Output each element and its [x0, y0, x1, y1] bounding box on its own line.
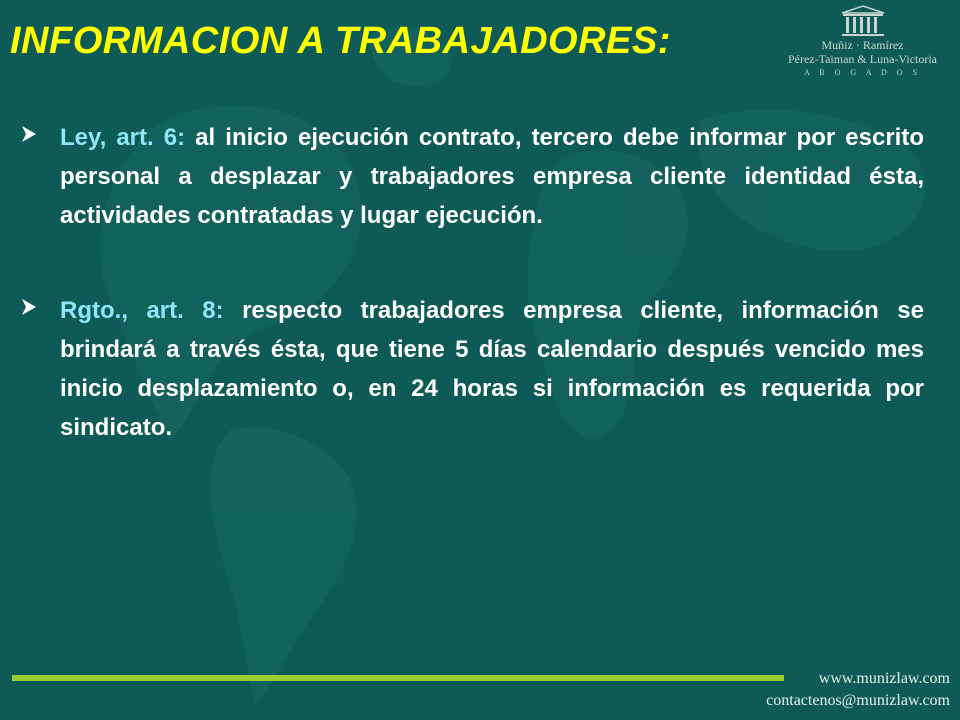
footer-divider: [12, 675, 784, 681]
bullet-item: [20, 118, 924, 235]
logo-firm-subtitle: A B O G A D O S: [803, 68, 922, 77]
bullet-list: [20, 118, 924, 503]
bullet-lead: Ley, art. 6:: [60, 124, 186, 151]
logo-firm-name-line2: Pérez-Taiman & Luna-Victoria: [787, 52, 938, 66]
footer-contact: [766, 668, 950, 712]
bullet-body: respecto trabajadores empresa cliente, información se brindará a través ésta, que tiene 5 días calendario después vencido mes inicio desplazamiento o, en 24 horas si información es requerida por sindicato.: [60, 297, 924, 441]
columns-logo-icon: [838, 4, 888, 38]
footer-email-link[interactable]: contactenos@munizlaw.com: [766, 692, 950, 709]
footer-website-link[interactable]: www.munizlaw.com: [818, 670, 950, 687]
arrow-bullet-icon: [20, 124, 38, 144]
arrow-bullet-icon: [20, 297, 38, 317]
slide-title: INFORMACION A TRABAJADORES:: [10, 20, 671, 62]
bullet-body: al inicio ejecución contrato, tercero debe informar por escrito personal a desplazar y trabajadores empresa cliente identidad ésta, actividades contratadas y lugar ejecución.: [60, 124, 924, 229]
bullet-lead: Rgto., art. 8:: [60, 297, 224, 324]
bullet-text: [60, 291, 924, 447]
firm-logo: [770, 4, 955, 77]
logo-firm-name-line1: Muñiz · Ramírez: [821, 38, 904, 52]
bullet-text: [60, 118, 924, 235]
bullet-item: [20, 291, 924, 447]
